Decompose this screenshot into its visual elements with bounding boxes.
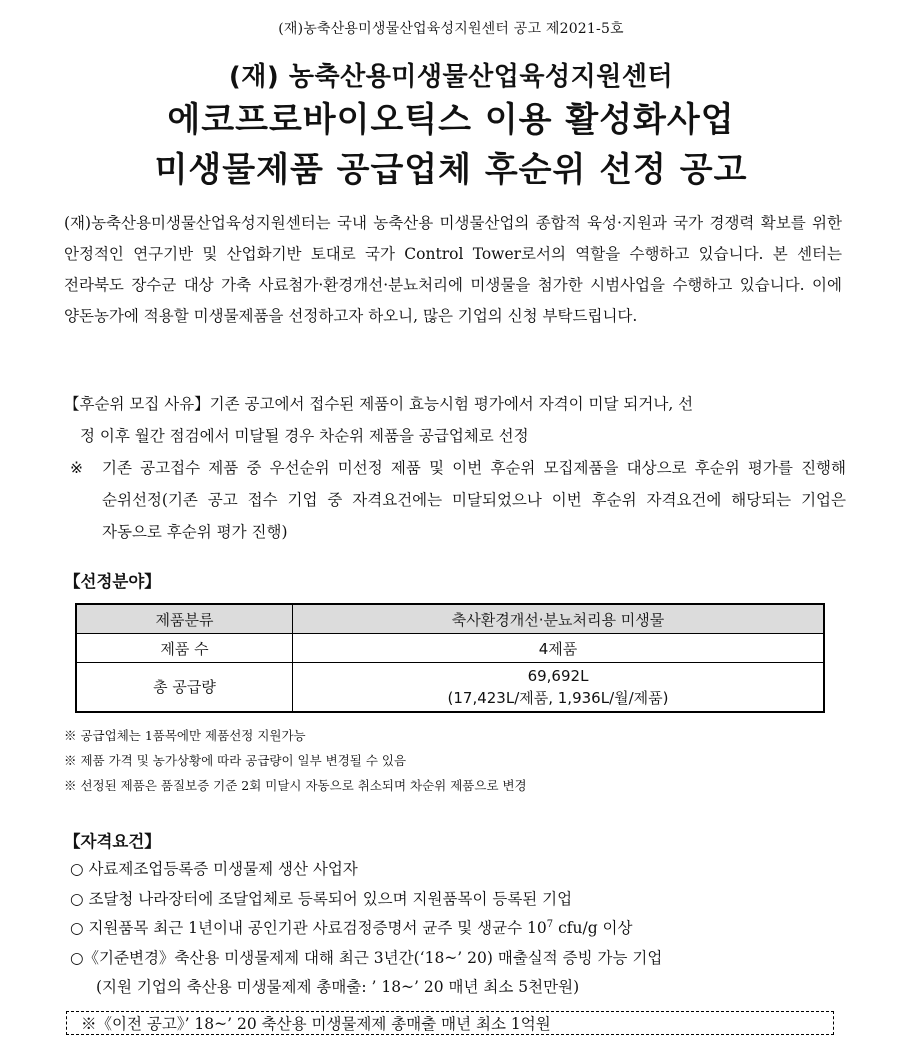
notice-number: (재)농축산용미생물산업육성지원센터 공고 제2021-5호 [278, 21, 624, 37]
requirements-list [70, 855, 850, 1003]
reason-line-1: 【후순위 모집 사유】기존 공고에서 접수된 제품이 효능시험 평가에서 자격이 미달 되거나, 선 [64, 395, 694, 413]
req-3-exponent: 7 [546, 918, 554, 930]
title-project: 에코프로바이오틱스 이용 활성화사업 [167, 100, 735, 140]
footnote: ※ 선정된 제품은 품질보증 기준 2회 미달시 자동으로 취소되며 차순위 제품으로 변경 [64, 778, 527, 793]
previous-notice-box: ※《이전 공고》’ 18~’ 20 축산용 미생물제제 총매출 매년 최소 1억원 [66, 1011, 834, 1035]
req-4-sub: (지원 기업의 축산용 미생물제제 총매출: ’ 18~’ 20 매년 최소 5천만원) [96, 978, 580, 996]
table-cell: 4제품 [293, 634, 825, 663]
total-supply-breakdown: (17,423L/제품, 1,936L/월/제품) [447, 689, 669, 707]
intro-paragraph: (재)농축산용미생물산업육성지원센터는 국내 농축산용 미생물산업의 종합적 육성·지원과 국가 경쟁력 확보를 위한 안정적인 연구기반 및 산업화기반 토대로 국가 Control Tower로서의 역할을 수행하고 있습니다. 본 센터는 전라북도 장수군 대상 가축 사료첨가·환경개선·분뇨처리에 미생물을 첨가한 시범사업을 수행하고 있습니다. 이에 양돈농가에 적용할 미생물제품을 선정하고자 하오니, 많은 기업의 신청 부탁드립니다. [64, 214, 842, 325]
table-cell [293, 663, 825, 713]
selection-footnotes [64, 723, 864, 798]
list-item: ○《기준변경》축산용 미생물제제 대해 최근 3년간(‘18~’ 20) 매출실적 증빙 가능 기업 [70, 948, 663, 967]
list-item [70, 914, 850, 944]
req-3-prefix: ○ 지원품목 최근 1년이내 공인기관 사료검정증명서 균주 및 생균수 10 [70, 919, 547, 937]
table-cell: 총 공급량 [76, 663, 293, 713]
req-3-suffix: cfu/g 이상 [553, 919, 633, 937]
recruitment-reason [64, 388, 846, 452]
table-row [76, 634, 824, 663]
title-organization: (재) 농축산용미생물산업육성지원센터 [228, 62, 674, 92]
note-text: 기존 공고접수 제품 중 우선순위 미선정 제품 및 이번 후순위 모집제품을 대상으로 후순위 평가를 진행해 순위선정(기존 공고 접수 기업 중 자격요건에는 미달되었으나 이번 후순위 자격요건에 해당되는 기업은 자동으로 후순위 평가 진행) [102, 459, 846, 541]
footnote: ※ 제품 가격 및 농가상황에 따라 공급량이 일부 변경될 수 있음 [64, 753, 407, 768]
table-row [76, 663, 824, 713]
table-cell: 제품분류 [76, 604, 293, 634]
note-mark: ※ [70, 459, 83, 477]
requirements-heading: 【자격요건】 [64, 832, 161, 851]
list-item: ○ 조달청 나라장터에 조달업체로 등록되어 있으며 지원품목이 등록된 기업 [70, 889, 573, 908]
selection-heading: 【선정분야】 [64, 572, 161, 591]
table-cell: 제품 수 [76, 634, 293, 663]
reason-note [70, 452, 846, 548]
total-supply-value: 69,692L [527, 667, 589, 685]
table-cell: 축사환경개선·분뇨처리용 미생물 [293, 604, 825, 634]
reason-line-2: 정 이후 월간 점검에서 미달될 경우 차순위 제품을 공급업체로 선정 [80, 427, 529, 445]
footnote: ※ 공급업체는 1품목에만 제품선정 지원가능 [64, 728, 306, 743]
list-item: ○ 사료제조업등록증 미생물제 생산 사업자 [70, 860, 358, 878]
table-row [76, 604, 824, 634]
selection-table [75, 603, 825, 713]
title-notice: 미생물제품 공급업체 후순위 선정 공고 [154, 150, 748, 190]
